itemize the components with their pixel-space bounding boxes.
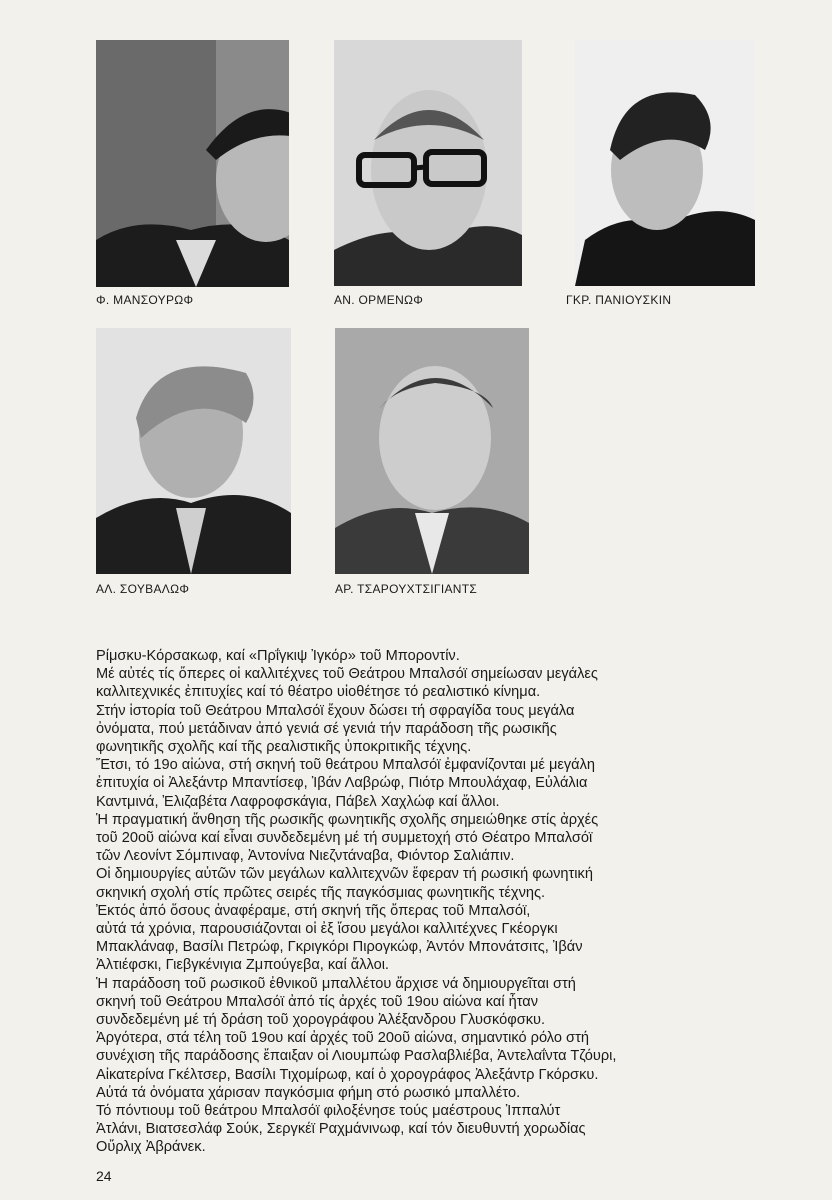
body-line: Μπακλάναφ, Βασίλι Πετρώφ, Γκριγκόρι Πιρογκώφ, Ἀντόν Μπονάτσιτς, Ἰβάν (96, 939, 583, 956)
caption-souvaloff: ΑΛ. ΣΟΥΒΑΛΩΦ (96, 582, 190, 596)
body-line: Ρίμσκυ-Κόρσακωφ, καί «Πρΐγκιψ Ἰγκόρ» τοῦ Μποροντίν. (96, 648, 460, 664)
portrait-mansouroff (96, 40, 289, 287)
portrait-tsarouchtsigiants-image (335, 328, 529, 574)
portrait-panioushkin (575, 40, 755, 286)
portrait-panioushkin-image (575, 40, 755, 286)
body-line: Τό πόντιουμ τοῦ θεάτρου Μπαλσόϊ φιλοξένησε τούς μαέστρους Ἰππαλύτ (96, 1103, 561, 1120)
page-number: 24 (96, 1168, 112, 1184)
body-line: Οἱ δημιουργίες αὐτῶν τῶν μεγάλων καλλιτεχνῶν ἔφεραν τή ρωσική φωνητική (96, 866, 593, 883)
body-line: Στήν ἱστορία τοῦ Θεάτρου Μπαλσόϊ ἔχουν δώσει τή σφραγίδα τους μεγάλα (96, 702, 575, 719)
body-line: καλλιτεχνικές ἐπιτυχίες καί τό θέατρο υἱοθέτησε τό ρεαλιστικό κίνημα. (96, 684, 541, 701)
body-line: Ἐκτός ἀπό ὅσους ἀναφέραμε, στή σκηνή τῆς ὄπερας τοῦ Μπαλσόϊ, (96, 902, 531, 919)
body-line: τῶν Λεονίντ Σόμπιναφ, Ἀντονίνα Νιεζντάναβα, Φιόντορ Σαλιάπιν. (96, 848, 515, 865)
portrait-souvaloff (96, 328, 291, 574)
body-line: ὀνόματα, πού μετάδιναν ἀπό γενιά σέ γενιά τήν παράδοση τῆς ρωσικῆς (96, 720, 557, 737)
body-line: Ἀλτιέφσκι, Γιεβγκένιγια Ζμπούγεβα, καί ἄλλοι. (96, 957, 389, 974)
body-line: Οὔρλιχ Ἀβράνεκ. (96, 1139, 206, 1156)
portrait-mansouroff-image (96, 40, 289, 287)
body-line: σκηνική σχολή στίς πρῶτες σειρές τῆς παγκόσμιας φωνητικῆς τέχνης. (96, 884, 546, 901)
body-line: Ἡ πραγματική ἄνθηση τῆς ρωσικῆς φωνητικῆς σχολῆς σημειώθηκε στίς ἀρχές (96, 811, 599, 828)
portrait-tsarouchtsigiants (335, 328, 529, 574)
caption-tsarouchtsigiants: ΑΡ. ΤΣΑΡΟΥΧΤΣΙΓΙΑΝΤΣ (335, 582, 478, 596)
body-line: Ἀτλάνι, Βιατσεσλάφ Σούκ, Σεργκέϊ Ραχμάνινωφ, καί τόν διευθυντή χορωδίας (96, 1121, 586, 1138)
body-line: Αὐτά τά ὀνόματα χάρισαν παγκόσμια φήμη στό ρωσικό μπαλλέτο. (96, 1084, 521, 1101)
caption-mansouroff: Φ. ΜΑΝΣΟΥΡΩΦ (96, 293, 194, 307)
body-line: συνδεδεμένη μέ τή δράση τοῦ χορογράφου Ἀλέξανδρου Γλυσκόφσκυ. (96, 1012, 546, 1029)
body-line: Ἡ παράδοση τοῦ ρωσικοῦ ἐθνικοῦ μπαλλέτου ἄρχισε νά δημιουργεῖται στή (96, 975, 576, 992)
article-body (96, 647, 776, 1157)
body-line: Αἰκατερίνα Γκέλτσερ, Βασίλι Τιχομίρωφ, καί ὁ χορογράφος Ἀλεξάντρ Γκόρσκυ. (96, 1066, 599, 1083)
caption-panioushkin: ΓΚΡ. ΠΑΝΙΟΥΣΚΙΝ (566, 293, 672, 307)
body-line: συνέχιση τῆς παράδοσης ἔπαιξαν οἱ Λιουμπώφ Ρασλαβλιέβα, Ἀντελαΐντα Τζόυρι, (96, 1048, 617, 1065)
body-line: σκηνή τοῦ Θεάτρου Μπαλσόϊ ἀπό τίς ἀρχές τοῦ 19ου αἰώνα καί ἦταν (96, 993, 539, 1010)
portrait-ormenoff (334, 40, 522, 286)
caption-ormenoff: ΑΝ. ΟΡΜΕΝΩΦ (334, 293, 424, 307)
body-line: Ἀργότερα, στά τέλη τοῦ 19ου καί ἀρχές τοῦ 20οῦ αἰώνα, σημαντικό ρόλο στή (96, 1030, 589, 1047)
body-line: Ἔτσι, τό 19ο αἰώνα, στή σκηνή τοῦ θεάτρου Μπαλσόϊ ἐμφανίζονται μέ μεγάλη (96, 757, 596, 774)
portrait-souvaloff-image (96, 328, 291, 574)
body-line: αὐτά τά χρόνια, παρουσιάζονται οἱ ἐξ ἴσου μεγάλοι καλλιτέχνες Γκέοργκι (96, 921, 558, 938)
body-line: τοῦ 20οῦ αἰώνα καί εἶναι συνδεδεμένη μέ τή συμμετοχή στό Θέατρο Μπαλσόϊ (96, 830, 593, 847)
body-line: φωνητικῆς σχολῆς καί τῆς ρεαλιστικῆς ὑποκριτικῆς τέχνης. (96, 739, 472, 756)
body-line: Καντμινά, Ἐλιζαβέτα Λαφροφσκάγια, Πάβελ Χαχλώφ καί ἄλλοι. (96, 793, 500, 810)
body-line: ἐπιτυχία οἱ Ἀλεξάντρ Μπαντίσεφ, Ἰβάν Λαβρώφ, Πιότρ Μπουλάχαφ, Εὐλάλια (96, 775, 588, 792)
body-line: Μέ αὐτές τίς ὄπερες οἱ καλλιτέχνες τοῦ Θεάτρου Μπαλσόϊ σημείωσαν μεγάλες (96, 666, 598, 683)
portrait-ormenoff-image (334, 40, 522, 286)
